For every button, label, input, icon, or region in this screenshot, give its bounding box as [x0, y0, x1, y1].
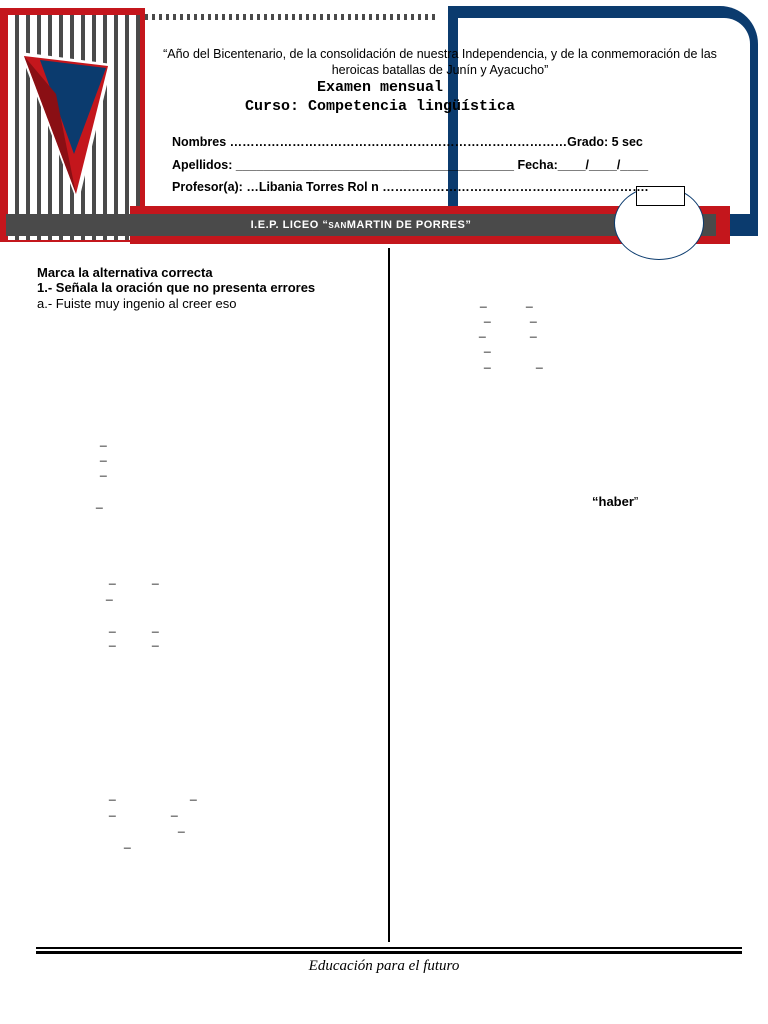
haber-word [592, 494, 638, 509]
blank-mark: _ [152, 571, 159, 585]
school-logo-icon [16, 34, 116, 204]
blank-mark: _ [484, 309, 491, 323]
school-name-small: SAN [328, 220, 347, 230]
haber-quote-open: “ [592, 494, 599, 509]
school-name-prefix: I.E.P. LICEO “ [250, 219, 329, 231]
course-title: Curso: Competencia lingüística [244, 98, 516, 115]
blank-mark: _ [100, 463, 107, 477]
blank-mark: _ [530, 309, 537, 323]
apellidos-field[interactable]: Apellidos: ________________________________________ Fecha:____/____/____ [172, 158, 649, 172]
blank-mark: _ [124, 835, 131, 849]
blank-mark: _ [96, 495, 103, 509]
blank-mark: _ [109, 803, 116, 817]
haber-label: haber [598, 494, 634, 509]
blank-mark: _ [178, 819, 185, 833]
blank-mark: _ [536, 355, 543, 369]
footer-slogan: Educación para el futuro [308, 958, 460, 974]
blank-mark: _ [190, 787, 197, 801]
exam-title-line: Examen mensual [316, 79, 444, 96]
blank-mark: _ [152, 633, 159, 647]
instruction-text: Marca la alternativa correcta [37, 265, 213, 280]
question-1-option-a[interactable]: a.- Fuiste muy ingenio al creer eso [37, 296, 237, 311]
blank-mark: _ [109, 619, 116, 633]
blank-mark: _ [109, 787, 116, 801]
blank-mark: _ [100, 448, 107, 462]
profesor-field: Profesor(a): …Libania Torres Rol n ………………………………………………………. [172, 180, 649, 194]
exam-title [200, 78, 560, 116]
blank-mark: _ [109, 633, 116, 647]
school-banner [6, 214, 716, 236]
blank-mark: _ [530, 324, 537, 338]
blank-mark: _ [100, 433, 107, 447]
blank-mark: _ [171, 803, 178, 817]
haber-quote-close: ” [633, 494, 639, 509]
motto-text: “Año del Bicentenario, de la consolidación de nuestra Independencia, y de la conmemoración de las heroicas batallas de Junín y Ayacucho” [163, 47, 717, 77]
blank-mark: _ [484, 339, 491, 353]
blank-mark: _ [480, 294, 487, 308]
blank-mark: _ [152, 619, 159, 633]
nombres-field[interactable]: Nombres ………………………………………………………………………Grado: 5 sec [172, 135, 643, 149]
blank-mark: _ [106, 587, 113, 601]
question-1: 1.- Señala la oración que no presenta errores [37, 280, 316, 295]
column-divider [388, 248, 390, 942]
school-name-suffix: MARTIN DE PORRES” [346, 219, 472, 231]
blank-mark: _ [109, 571, 116, 585]
blank-mark: _ [526, 294, 533, 308]
footer-rule-thick [36, 951, 742, 954]
footer-rule-thin [36, 947, 742, 949]
blank-mark: _ [479, 324, 486, 338]
blank-mark: _ [484, 355, 491, 369]
